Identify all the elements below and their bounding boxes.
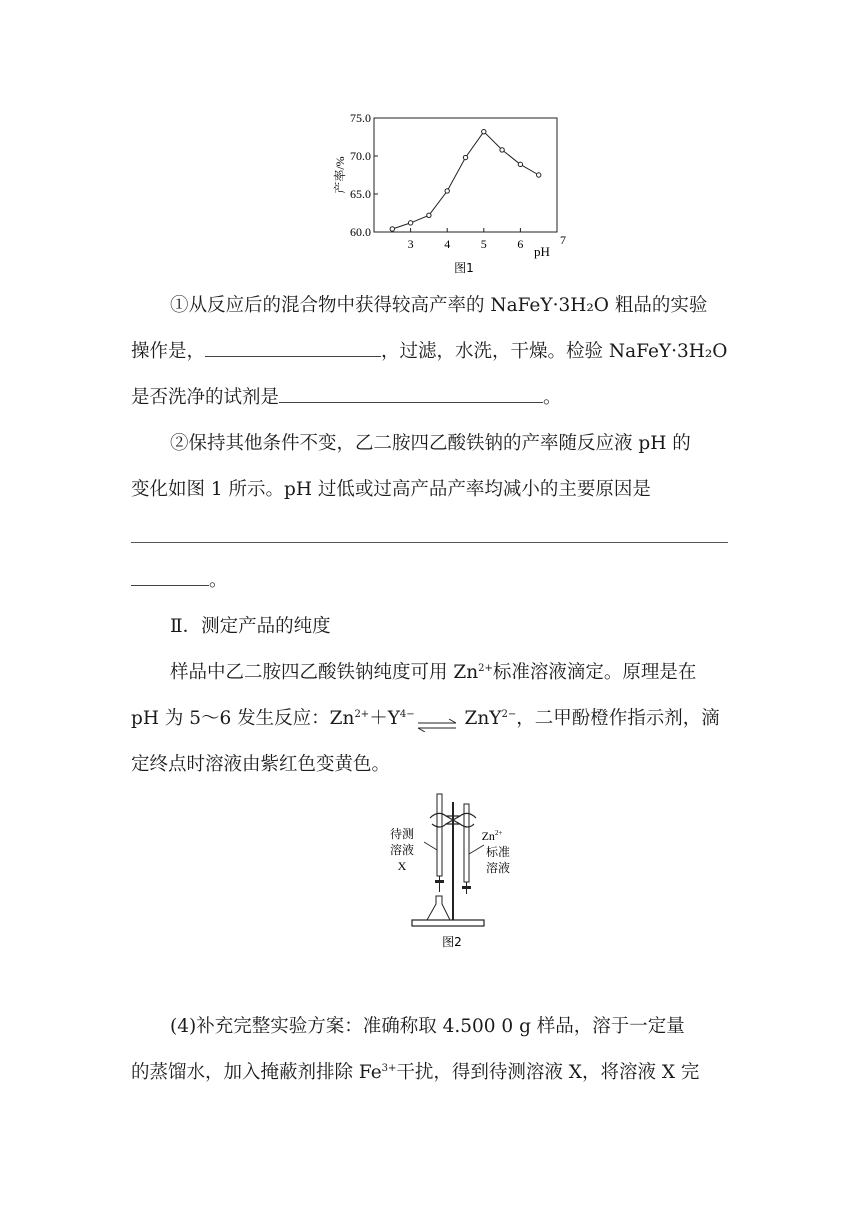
p1-line2-b: ＋Y <box>369 708 400 729</box>
plot-frame <box>374 118 557 232</box>
left-label-2: 溶液 <box>389 843 415 857</box>
data-point <box>537 173 541 177</box>
q1-line1: ①从反应后的混合物中获得较高产率的 NaFeY·3H₂O 粗品的实验 <box>170 295 708 316</box>
right-label-1: 标准 <box>485 845 511 859</box>
series-line <box>392 132 538 229</box>
answer-blank-1[interactable] <box>205 338 381 357</box>
answer-blank-3[interactable] <box>131 542 728 543</box>
data-point <box>408 221 412 225</box>
q4-line2-b: 干扰，得到待测溶液 X，将溶液 X 完 <box>396 1062 700 1083</box>
p1-line3: 定终点时溶液由紫红色变黄色。 <box>131 754 391 775</box>
sup: 2− <box>501 708 517 720</box>
p1-line2-e: ，二甲酚橙作指示剂，滴 <box>516 708 720 729</box>
zn: Zn <box>481 829 495 843</box>
x-tick-label: 7 <box>560 233 566 247</box>
p1-line1-a: 样品中乙二胺四乙酸铁钠纯度可用 Zn <box>170 662 479 683</box>
q1-line2 <box>131 337 731 367</box>
figure1-chart <box>330 108 590 280</box>
q4-line2 <box>131 1058 731 1088</box>
figure1-caption: 图1 <box>454 261 474 275</box>
figure2-caption: 图2 <box>442 935 462 949</box>
q4-line2-a: 的蒸馏水，加入掩蔽剂排除 Fe <box>131 1062 382 1083</box>
sup: 2+ <box>478 662 493 674</box>
data-point <box>445 189 449 193</box>
left-label-1: 待测 <box>389 827 415 841</box>
p1-line2-d: ZnY <box>458 708 502 729</box>
y-axis-label: 产率/% <box>333 156 347 194</box>
right-burette <box>464 804 469 882</box>
stand-base <box>412 920 484 926</box>
section-2-title: Ⅱ．测定产品的纯度 <box>170 616 331 637</box>
x-tick-label: 4 <box>444 237 451 251</box>
data-point <box>482 129 486 133</box>
q4-line1: (4)补充完整实验方案：准确称取 4.500 0 g 样品，溶于一定量 <box>170 1016 685 1037</box>
data-point <box>427 213 431 217</box>
answer-blank-2[interactable] <box>279 384 543 403</box>
answer-blank-4[interactable] <box>131 567 209 586</box>
q1-line3-b: 。 <box>543 387 562 408</box>
q1-line3 <box>131 383 731 413</box>
right-label-zn <box>482 829 503 843</box>
conical-flask <box>427 896 450 920</box>
data-point <box>390 227 394 231</box>
x-tick-label: 3 <box>407 237 414 251</box>
sup: 3+ <box>381 1062 397 1074</box>
y-tick-label: 75.0 <box>350 111 371 125</box>
q2-end: 。 <box>209 570 228 591</box>
p1-line2 <box>131 704 731 734</box>
q1-line2-b: ，过滤，水洗，干燥。检验 NaFeY·3H₂O <box>381 341 728 362</box>
y-tick-label: 60.0 <box>350 225 371 239</box>
q2-line2: 变化如图 1 所示。pH 过低或过高产品产率均减小的主要原因是 <box>131 479 651 500</box>
data-point <box>463 155 467 159</box>
q2-line1: ②保持其他条件不变，乙二胺四乙酸铁钠的产率随反应液 pH 的 <box>170 433 691 454</box>
x-tick-label: 5 <box>480 237 487 251</box>
y-tick-label: 65.0 <box>350 187 371 201</box>
x-tick-label: 6 <box>517 237 524 251</box>
p1-line2-a: pH 为 5～6 发生反应：Zn <box>131 708 355 729</box>
figure2-apparatus <box>380 790 520 955</box>
data-point <box>500 148 504 152</box>
x-axis-label: pH <box>534 244 550 259</box>
y-tick-label: 70.0 <box>350 149 371 163</box>
p1-line1 <box>170 658 770 688</box>
data-point <box>518 162 522 166</box>
p1-line1-b: 标准溶液滴定。原理是在 <box>492 662 697 683</box>
right-label-2: 溶液 <box>485 861 511 875</box>
q1-line3-a: 是否洗净的试剂是 <box>131 387 280 408</box>
sup: 2+ <box>494 829 503 837</box>
equilibrium-arrow <box>415 712 459 726</box>
sup: 4− <box>399 708 415 720</box>
sup: 2+ <box>354 708 370 720</box>
q2-line3 <box>131 566 731 596</box>
left-label-3: X <box>397 859 407 873</box>
left-burette <box>437 794 442 876</box>
q1-line2-a: 操作是， <box>131 341 206 362</box>
